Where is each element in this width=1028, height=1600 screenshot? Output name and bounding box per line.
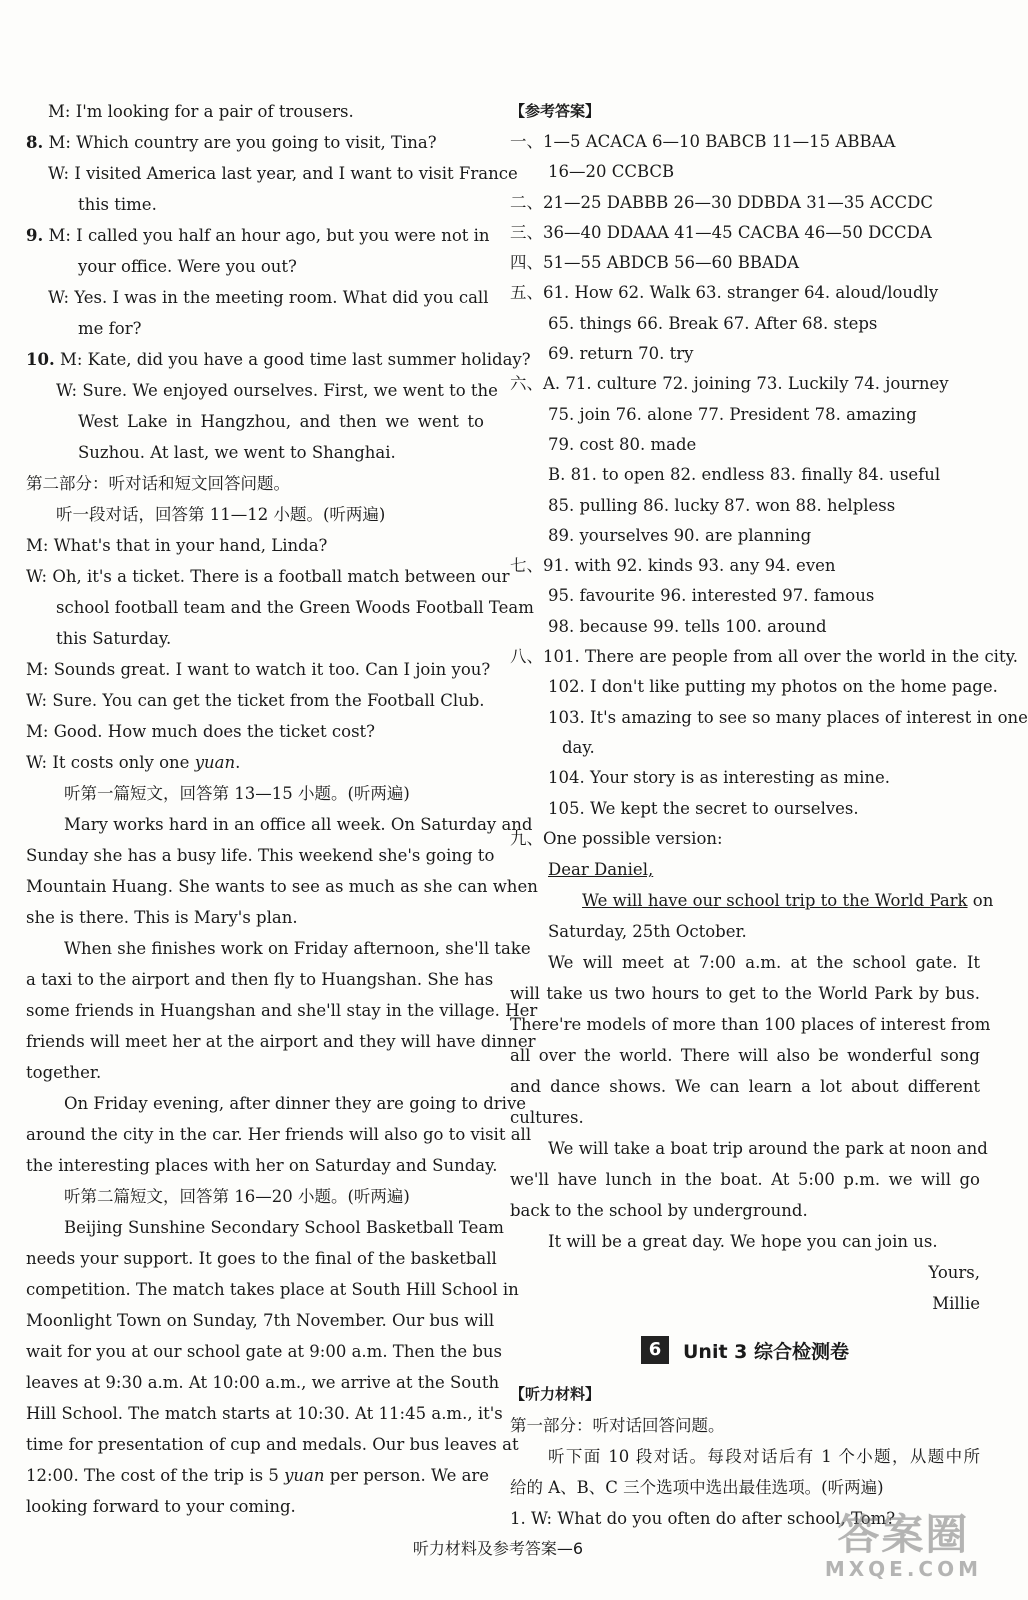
text-line: leaves at 9:30 a.m. At 10:00 a.m., we arrive at the South xyxy=(26,1373,500,1392)
text-line: this Saturday. xyxy=(56,629,172,648)
text-line: Suzhou. At last, we went to Shanghai. xyxy=(78,443,396,462)
text-line: M: Sounds great. I want to watch it too. Can I join you? xyxy=(26,660,491,679)
letter-line: and dance shows. We can learn a lot about different xyxy=(510,1077,980,1097)
text-line: together. xyxy=(26,1063,102,1082)
letter-closing: Yours, xyxy=(928,1263,980,1283)
answer-line: 七、91. with 92. kinds 93. any 94. even xyxy=(510,556,836,576)
unit-badge: 6 xyxy=(641,1336,669,1364)
text-line: W: I visited America last year, and I want to visit France xyxy=(48,164,518,183)
text-line: Mountain Huang. She wants to see as much as she can when xyxy=(26,877,538,896)
letter-line: back to the school by underground. xyxy=(510,1201,808,1221)
answer-line: 六、A. 71. culture 72. joining 73. Luckily 74. journey xyxy=(510,374,949,394)
text-line: time for presentation of cup and medals. Our bus leaves at xyxy=(26,1435,519,1454)
watermark-logo: 答案圈 MXQE.COM xyxy=(824,1510,982,1582)
answers-header: 【参考答案】 xyxy=(510,102,601,120)
listening-line: 1. W: What do you often do after school, Tom? xyxy=(510,1509,896,1529)
text-line: W: It costs only one yuan. xyxy=(26,753,241,772)
answer-line: 89. yourselves 90. are planning xyxy=(548,525,812,545)
text-line: W: Yes. I was in the meeting room. What did you call xyxy=(48,288,489,307)
letter-line: cultures. xyxy=(510,1108,584,1128)
letter-line: It will be a great day. We hope you can join us. xyxy=(548,1232,938,1252)
text-line: competition. The match takes place at South Hill School in xyxy=(26,1280,519,1299)
letter-signature: Millie xyxy=(932,1294,980,1314)
text-line: 10. M: Kate, did you have a good time last summer holiday? xyxy=(26,350,531,369)
text-line: school football team and the Green Woods Football Team xyxy=(56,598,534,617)
answer-line: 65. things 66. Break 67. After 68. steps xyxy=(548,313,878,333)
answer-line: B. 81. to open 82. endless 83. finally 84. useful xyxy=(548,465,941,485)
letter-line: We will meet at 7:00 a.m. at the school gate. It xyxy=(548,953,980,973)
text-line: 8. M: Which country are you going to visit, Tina? xyxy=(26,133,437,152)
text-line: your office. Were you out? xyxy=(78,257,297,276)
item-number: 8. xyxy=(26,133,44,152)
answer-line: 69. return 70. try xyxy=(548,344,694,364)
unit-title xyxy=(510,1333,980,1367)
text-line: M: I'm looking for a pair of trousers. xyxy=(48,102,354,121)
text-line: W: Oh, it's a ticket. There is a football match between our xyxy=(26,567,510,586)
text-line: 听一段对话，回答第 11—12 小题。(听两遍) xyxy=(56,505,386,524)
text-line: the interesting places with her on Saturday and Sunday. xyxy=(26,1156,498,1175)
text-line: needs your support. It goes to the final of the basketball xyxy=(26,1249,497,1268)
text-line: looking forward to your coming. xyxy=(26,1497,296,1516)
text-line: On Friday evening, after dinner they are going to drive xyxy=(64,1094,527,1113)
text-line: W: Sure. We enjoyed ourselves. First, we went to the xyxy=(56,381,498,400)
letter-line: There're models of more than 100 places of interest from xyxy=(510,1015,991,1035)
text-line: 听第一篇短文，回答第 13—15 小题。(听两遍) xyxy=(64,784,410,803)
letter-line: we'll have lunch in the boat. At 5:00 p.m. we will go xyxy=(510,1170,980,1190)
text-line: Sunday she has a busy life. This weekend she's going to xyxy=(26,846,495,865)
text-line: Mary works hard in an office all week. On Saturday and xyxy=(64,815,533,834)
answer-line: 八、101. There are people from all over the world in the city. xyxy=(510,647,1018,667)
left-column xyxy=(26,96,538,1522)
answer-line: day. xyxy=(562,737,595,757)
page-footer: 听力材料及参考答案—6 xyxy=(412,1539,584,1558)
text-line: 第二部分：听对话和短文回答问题。 xyxy=(26,474,290,493)
text-line: Hill School. The match starts at 10:30. At 11:45 a.m., it's xyxy=(26,1404,503,1423)
text-line: M: What's that in your hand, Linda? xyxy=(26,536,328,555)
letter-greeting: Dear Daniel, xyxy=(548,860,654,880)
answer-line: 79. cost 80. made xyxy=(548,434,697,454)
text-line: 听第二篇短文，回答第 16—20 小题。(听两遍) xyxy=(64,1187,410,1206)
text-line: Moonlight Town on Sunday, 7th November. Our bus will xyxy=(26,1311,495,1330)
text-line: W: Sure. You can get the ticket from the Football Club. xyxy=(26,691,485,710)
answer-line: 95. favourite 96. interested 97. famous xyxy=(548,586,875,606)
text-line: me for? xyxy=(78,319,142,338)
answer-line: 四、51—55 ABDCB 56—60 BBADA xyxy=(510,253,800,273)
unit-title-text: Unit 3 综合检测卷 xyxy=(683,1340,849,1363)
text-line: a taxi to the airport and then fly to Huangshan. She has xyxy=(26,970,494,989)
answer-line: 三、36—40 DDAAA 41—45 CACBA 46—50 DCCDA xyxy=(510,222,932,242)
answer-line: 九、One possible version: xyxy=(510,828,723,848)
answer-line: 一、1—5 ACACA 6—10 BABCB 11—15 ABBAA xyxy=(510,132,896,151)
answer-line: 75. join 76. alone 77. President 78. amazing xyxy=(548,404,917,424)
text-line: When she finishes work on Friday afternoon, she'll take xyxy=(64,939,531,958)
listening-line: 听下面 10 段对话。每段对话后有 1 个小题，从题中所 xyxy=(548,1447,980,1467)
answer-line: 98. because 99. tells 100. around xyxy=(548,616,827,636)
text-line: this time. xyxy=(78,195,157,214)
answer-line: 105. We kept the secret to ourselves. xyxy=(548,798,859,818)
item-number: 9. xyxy=(26,226,44,245)
letter-line: We will take a boat trip around the park at noon and xyxy=(548,1139,988,1159)
answer-line: 104. Your story is as interesting as mine. xyxy=(548,768,891,788)
listening-line: 第一部分：听对话回答问题。 xyxy=(510,1416,725,1436)
answer-line: 102. I don't like putting my photos on the home page. xyxy=(548,677,998,697)
item-number: 10. xyxy=(26,350,55,369)
letter-line: will take us two hours to get to the World Park by bus. xyxy=(510,984,980,1004)
letter-line-2: Saturday, 25th October. xyxy=(548,922,747,942)
right-column xyxy=(510,96,1028,1534)
text-line: M: Good. How much does the ticket cost? xyxy=(26,722,376,741)
answer-line: 五、61. How 62. Walk 63. stranger 64. aloud/loudly xyxy=(510,283,939,303)
text-line: West Lake in Hangzhou, and then we went to xyxy=(78,412,484,431)
answer-line: 103. It's amazing to see so many places of interest in one xyxy=(548,707,1028,727)
letter-body xyxy=(510,947,991,1257)
text-line: wait for you at our school gate at 9:00 a.m. Then the bus xyxy=(26,1342,503,1361)
text-line: 9. M: I called you half an hour ago, but you were not in xyxy=(26,226,490,245)
text-line: friends will meet her at the airport and they will have dinner xyxy=(26,1032,536,1051)
listening-header: 【听力材料】 xyxy=(510,1385,601,1404)
answers-list xyxy=(510,127,1028,854)
answer-line: 16—20 CCBCB xyxy=(548,162,675,182)
text-line: around the city in the car. Her friends will also go to visit all xyxy=(26,1125,532,1144)
letter-line-1: We will have our school trip to the World Park on xyxy=(582,891,994,911)
listening-line: 给的 A、B、C 三个选项中选出最佳选项。(听两遍) xyxy=(510,1478,884,1498)
letter-line: all over the world. There will also be wonderful song xyxy=(510,1046,980,1066)
text-line: she is there. This is Mary's plan. xyxy=(26,908,298,927)
answer-line: 85. pulling 86. lucky 87. won 88. helpless xyxy=(548,495,896,515)
text-line: 12:00. The cost of the trip is 5 yuan per person. We are xyxy=(26,1466,490,1485)
answer-line: 二、21—25 DABBB 26—30 DDBDA 31—35 ACCDC xyxy=(510,192,933,212)
text-line: Beijing Sunshine Secondary School Basketball Team xyxy=(64,1218,504,1237)
text-line: some friends in Huangshan and she'll stay in the village. Her xyxy=(26,1001,538,1020)
